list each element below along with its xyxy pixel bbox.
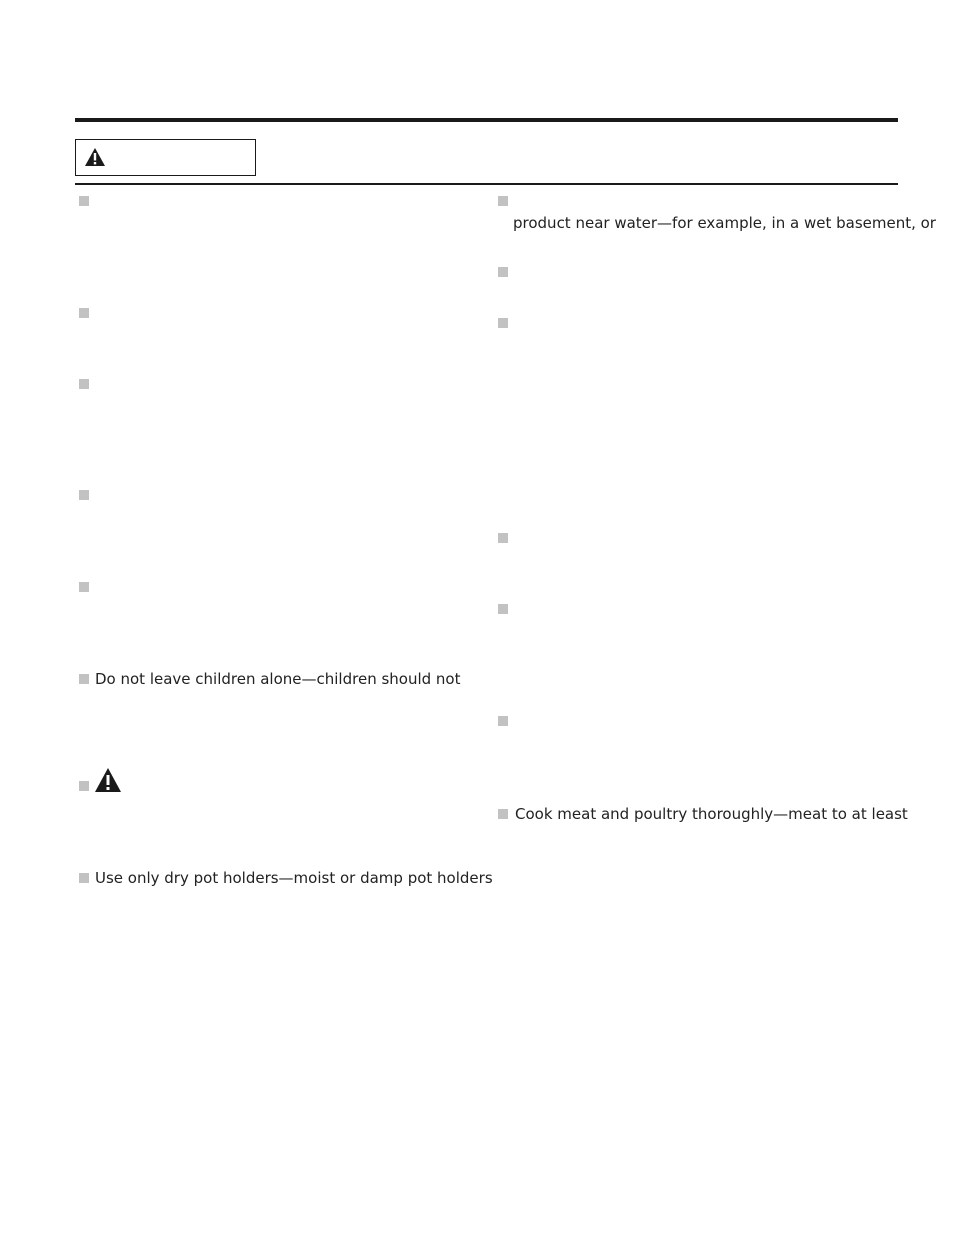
bullet-marker <box>498 196 508 206</box>
bullet-marker <box>79 490 89 500</box>
warning-triangle-icon <box>94 767 122 793</box>
list-item-water: product near water—for example, in a wet basement, or <box>513 214 936 232</box>
section-rule <box>75 183 898 185</box>
bullet-marker <box>79 873 89 883</box>
bullet-marker <box>79 308 89 318</box>
bullet-marker <box>498 267 508 277</box>
header-rule <box>75 118 898 122</box>
bullet-marker <box>79 674 89 684</box>
warning-label-box <box>75 139 256 176</box>
list-item-meat: Cook meat and poultry thoroughly—meat to at least <box>515 805 908 823</box>
bullet-marker <box>498 716 508 726</box>
bullet-marker <box>498 809 508 819</box>
bullet-marker <box>498 318 508 328</box>
list-item-children: Do not leave children alone—children should not <box>95 670 461 688</box>
bullet-marker <box>79 196 89 206</box>
warning-triangle-icon <box>84 147 106 167</box>
bullet-marker <box>79 379 89 389</box>
bullet-marker <box>79 582 89 592</box>
bullet-marker <box>498 604 508 614</box>
list-item-pot-holders: Use only dry pot holders—moist or damp pot holders <box>95 869 493 887</box>
bullet-marker <box>79 781 89 791</box>
bullet-marker <box>498 533 508 543</box>
